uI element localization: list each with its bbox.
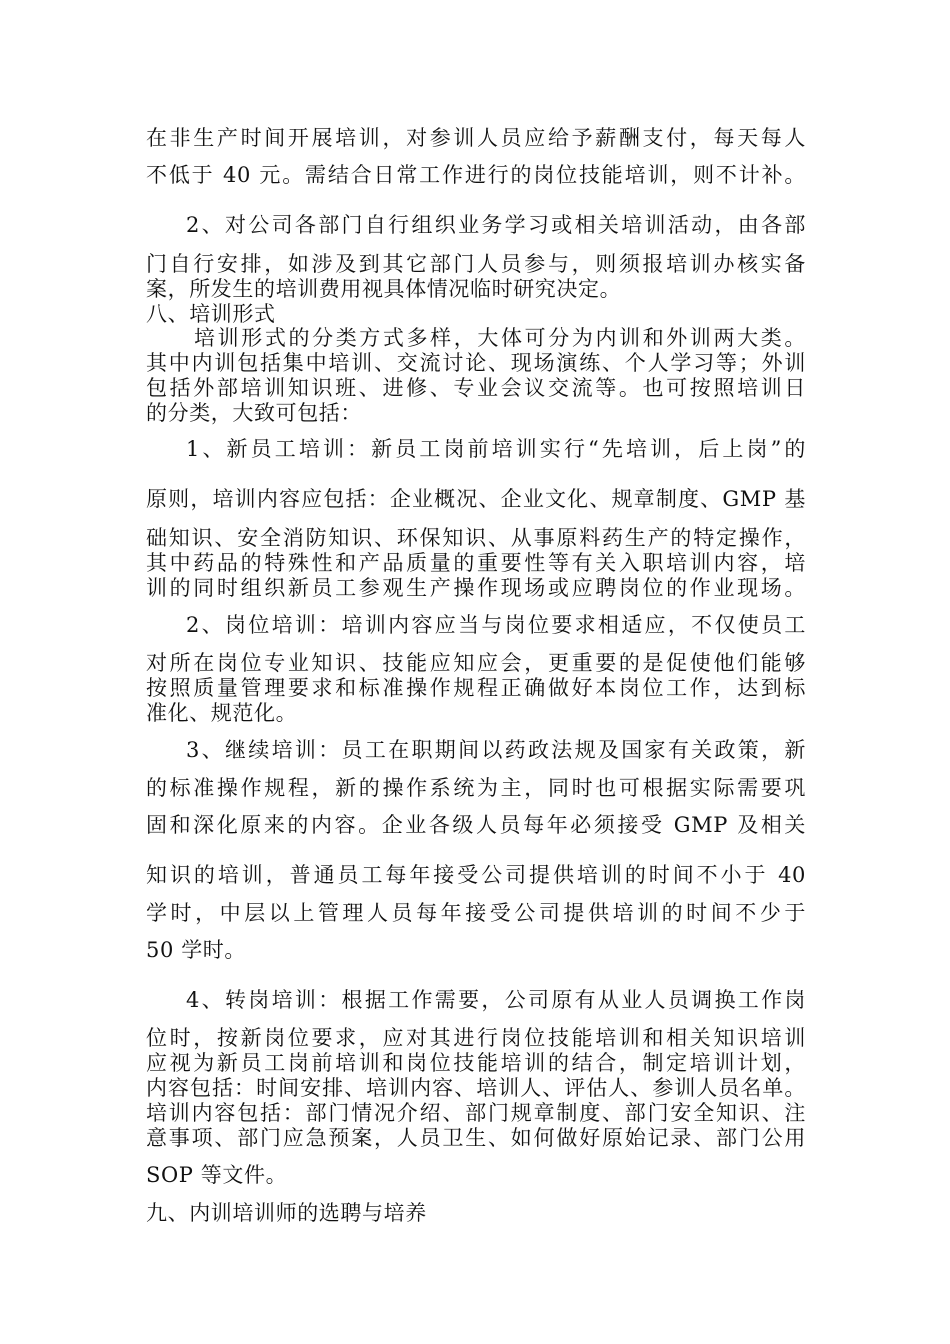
text-line: 4、转岗培训：根据工作需要，公司原有从业人员调换工作岗 xyxy=(186,988,806,1012)
text-line: 固和深化原来的内容。企业各级人员每年必须接受 GMP 及相关 xyxy=(146,813,806,837)
text-line: 2、岗位培训：培训内容应当与岗位要求相适应，不仅使员工 xyxy=(186,613,806,637)
text-line: 按照质量管理要求和标准操作规程正确做好本岗位工作，达到标 xyxy=(146,676,806,700)
text-line: 应视为新员工岗前培训和岗位技能培训的结合，制定培训计划， xyxy=(146,1051,806,1075)
text-line: 包括外部培训知识班、进修、专业会议交流等。也可按照培训日 xyxy=(146,376,806,400)
text-line: 培训内容包括：部门情况介绍、部门规章制度、部门安全知识、注 xyxy=(146,1101,806,1125)
text-line: 门自行安排，如涉及到其它部门人员参与，则须报培训办核实备 xyxy=(146,252,806,276)
text-line: 学时，中层以上管理人员每年接受公司提供培训的时间不少于 xyxy=(146,901,806,925)
text-line: 位时，按新岗位要求，应对其进行岗位技能培训和相关知识培训 xyxy=(146,1026,806,1050)
text-line: 3、继续培训：员工在职期间以药政法规及国家有关政策，新 xyxy=(186,738,806,762)
text-line: 培训形式的分类方式多样，大体可分为内训和外训两大类。 xyxy=(194,326,806,350)
text-line: 在非生产时间开展培训，对参训人员应给予薪酬支付，每天每人 xyxy=(146,126,806,150)
text-line: 2、对公司各部门自行组织业务学习或相关培训活动，由各部 xyxy=(186,213,806,237)
text-line: 不低于 40 元。需结合日常工作进行的岗位技能培训，则不计补。 xyxy=(146,163,806,187)
text-line: 对所在岗位专业知识、技能应知应会，更重要的是促使他们能够 xyxy=(146,651,806,675)
text-line: SOP 等文件。 xyxy=(146,1163,288,1187)
text-line: 其中内训包括集中培训、交流讨论、现场演练、个人学习等；外训 xyxy=(146,351,806,375)
text-line: 意事项、部门应急预案，人员卫生、如何做好原始记录、部门公用 xyxy=(146,1126,806,1150)
text-line: 准化、规范化。 xyxy=(146,701,298,725)
text-line: 的标准操作规程，新的操作系统为主，同时也可根据实际需要巩 xyxy=(146,776,806,800)
text-line: 原则，培训内容应包括：企业概况、企业文化、规章制度、GMP 基 xyxy=(146,487,806,511)
text-line: 50 学时。 xyxy=(146,938,246,962)
section-heading: 九、内训培训师的选聘与培养 xyxy=(146,1201,427,1225)
section-heading: 八、培训形式 xyxy=(146,302,276,326)
text-line: 础知识、安全消防知识、环保知识、从事原料药生产的特定操作， xyxy=(146,526,806,550)
text-line: 案，所发生的培训费用视具体情况临时研究决定。 xyxy=(146,277,622,301)
text-line: 1、新员工培训：新员工岗前培训实行“先培训，后上岗”的 xyxy=(186,437,806,461)
text-line: 知识的培训，普通员工每年接受公司提供培训的时间不小于 40 xyxy=(146,863,806,887)
text-line: 内容包括：时间安排、培训内容、培训人、评估人、参训人员名单。 xyxy=(146,1076,806,1100)
text-line: 的分类，大致可包括： xyxy=(146,401,362,425)
text-line: 其中药品的特殊性和产品质量的重要性等有关入职培训内容，培 xyxy=(146,551,806,575)
text-line: 训的同时组织新员工参观生产操作现场或应聘岗位的作业现场。 xyxy=(146,576,806,600)
